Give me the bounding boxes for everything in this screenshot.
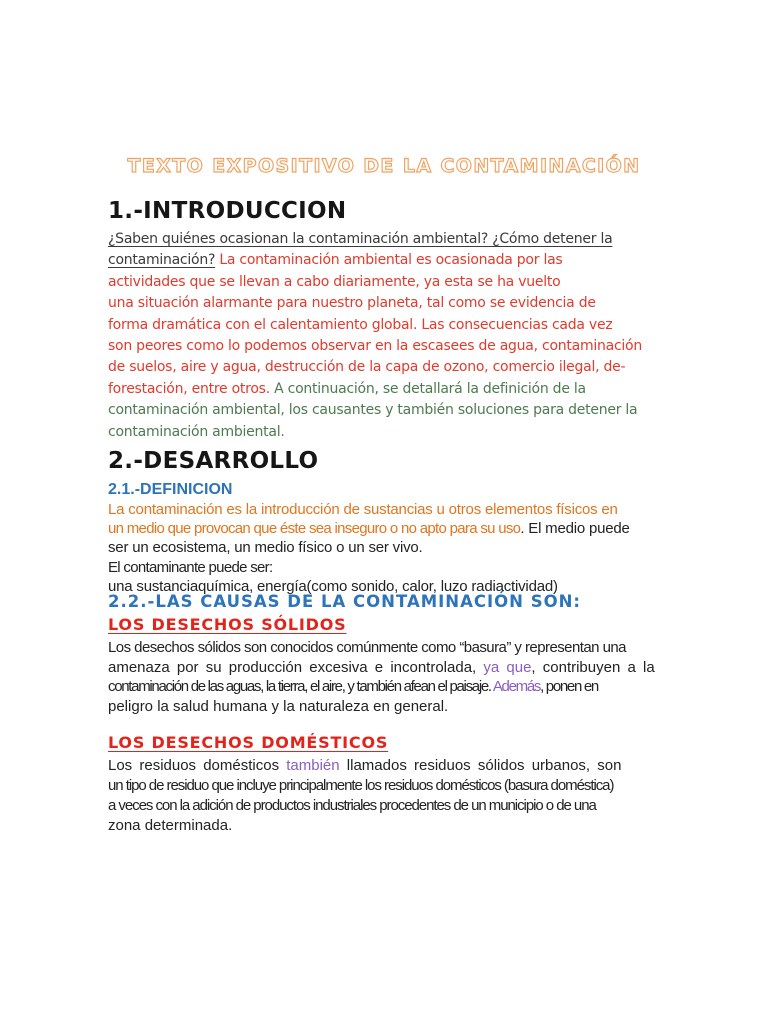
text-line (108, 638, 655, 658)
text-run: A continuación, se detallará la definición de la (274, 380, 586, 397)
heading-desechos-solidos: LOS DESECHOS SÓLIDOS (108, 615, 347, 634)
text-line (108, 336, 642, 357)
text-line (108, 315, 642, 336)
text-run: a veces con la adición de productos industriales procedentes de un municipio o de una (108, 797, 596, 814)
heading-desechos-domesticos: LOS DESECHOS DOMÉSTICOS (108, 733, 389, 752)
text-run: contaminación de las aguas, la tierra, el aire, y también afean el paisaje. (108, 678, 493, 696)
text-run: contaminación ambiental. (108, 423, 285, 440)
text-run: ¿Saben quiénes ocasionan la contaminación ambiental? ¿Cómo detener la (108, 231, 613, 247)
heading-definicion: 2.1.-DEFINICION (108, 481, 233, 498)
heading-introduccion: 1.-INTRODUCCION (108, 198, 347, 224)
text-run: una situación alarmante para nuestro planeta, tal como se evidencia de (108, 295, 596, 312)
text-line (108, 229, 642, 250)
text-run: Además (492, 678, 541, 696)
text-run: actividades que se llevan a cabo diariamente, ya esta se ha vuelto (108, 273, 561, 290)
text-line (108, 519, 630, 538)
text-line (108, 379, 642, 400)
text-run: Los desechos sólidos son conocidos comúnmente como “basura” y representan una (108, 639, 626, 656)
text-run: El contaminante puede ser: (108, 558, 273, 576)
text-line (108, 776, 621, 796)
document-title: TEXTO EXPOSITIVO DE LA CONTAMINACIÓN (127, 155, 641, 177)
text-run: . El medio puede (520, 520, 630, 538)
domestic-waste-paragraph (108, 756, 621, 836)
text-line (108, 400, 642, 421)
text-line (108, 658, 655, 678)
text-line (108, 272, 642, 293)
text-line (108, 250, 642, 271)
text-run: peligro la salud humana y la naturaleza en general. (108, 697, 449, 715)
text-run: Los residuos domésticos (108, 757, 287, 774)
solid-waste-paragraph (108, 638, 655, 716)
text-run: contaminación ambiental, los causantes y también soluciones para detener la (108, 402, 638, 419)
text-run: un medio que provocan que éste sea inseguro o no apto para su uso (108, 520, 521, 538)
text-line (108, 677, 655, 697)
text-run: forestación, entre otros. (108, 380, 275, 397)
text-run: ya que (483, 658, 532, 676)
text-line (108, 500, 630, 519)
text-run: también (286, 757, 340, 774)
text-run: amenaza por su producción excesiva e incontrolada, (108, 658, 484, 676)
text-line (108, 293, 642, 314)
text-line (108, 796, 621, 816)
text-run: forma dramática con el calentamiento global. Las consecuencias cada vez (108, 316, 613, 333)
text-run: una sustanciaquímica, energía(como sonido, calor, luzo radiactividad) (108, 577, 558, 595)
text-run: ser un ecosistema, un medio físico o un ser vivo. (108, 539, 423, 557)
text-run: , contribuyen a la (531, 658, 655, 676)
text-run: , ponen en (540, 678, 598, 696)
text-line (108, 697, 655, 717)
text-line (108, 422, 642, 443)
text-run: llamados residuos sólidos urbanos, son (339, 757, 622, 774)
text-line (108, 558, 630, 577)
intro-paragraph (108, 229, 642, 443)
text-line (108, 756, 621, 776)
text-run: de suelos, aire y agua, destrucción de la capa de ozono, comercio ilegal, de- (108, 359, 626, 376)
text-line (108, 816, 621, 836)
heading-las-causas: 2.2.-LAS CAUSAS DE LA CONTAMINACIÓN SON: (108, 592, 582, 611)
text-run: contaminación? (108, 252, 216, 269)
text-line (108, 357, 642, 378)
text-run: un tipo de residuo que incluye principalmente los residuos domésticos (basura doméstica) (108, 777, 614, 794)
heading-desarrollo: 2.-DESARROLLO (108, 448, 319, 474)
definition-paragraph (108, 500, 630, 596)
text-run: La contaminación ambiental es ocasionada por las (215, 252, 563, 269)
text-run: son peores como lo podemos observar en la escasees de agua, contaminación (108, 337, 642, 354)
text-line (108, 538, 630, 557)
text-run: zona determinada. (108, 817, 233, 834)
text-run: La contaminación es la introducción de sustancias u otros elementos físicos en (108, 501, 618, 518)
